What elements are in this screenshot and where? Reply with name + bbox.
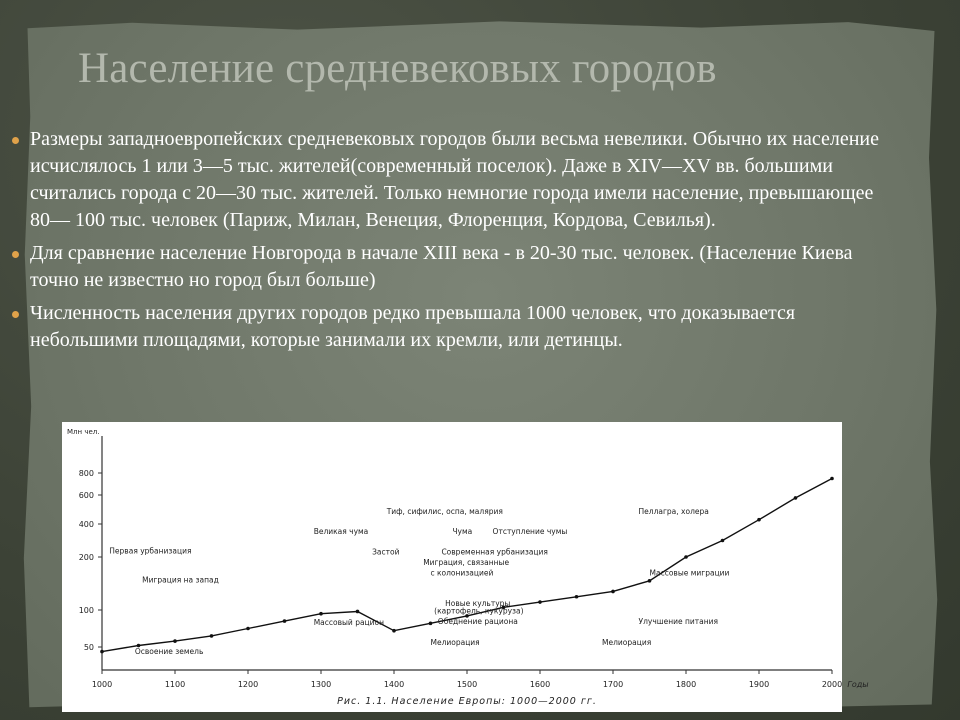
chart-annotation: Улучшение питания [638,617,719,627]
data-point [356,610,360,614]
data-point [173,639,177,643]
chart-annotation: Мелиорация [430,637,480,647]
chart-caption: Рис. 1.1. Население Европы: 1000—2000 гг. [337,696,597,707]
x-tick-label: 1600 [529,680,551,689]
x-tick-label: 1000 [91,680,113,689]
x-tick-label: 1800 [675,680,697,689]
bullet-item-3 [12,300,892,354]
chart-annotation: Застой [372,547,400,557]
chart-annotation: Обеднение рациона [437,617,518,627]
chart-annotation: (картофель, кукуруза) [434,606,524,616]
y-tick-label: 100 [78,606,94,615]
chart-annotation: Великая чума [313,526,369,536]
chart-annotation: Отступление чумы [492,526,568,536]
population-chart [62,422,869,712]
population-chart-svg [62,422,869,712]
data-point [319,612,323,616]
chart-annotation: Массовый рацион [313,617,385,627]
data-point [283,619,287,623]
x-tick-label: 1300 [310,680,332,689]
x-tick-label: 1200 [237,680,259,689]
bullet-text-1: Размеры западноевропейских средневековых городов были весьма невелики. Обычно их население исчислялось 1 или 3—5 тыс. жителей(современный поселок). Даже в XIV—XV вв. большими считались города с 20—30 тыс. жителей. Только немногие города имели население, превышающее 80— 100 тыс. человек (Париж, Милан, Венеция, Флоренция, Кордова, Севилья). [30,128,880,231]
bullet-item-1 [12,126,892,234]
bullet-dot-icon [12,311,19,318]
bullet-text-2: Для сравнение население Новгорода в начале XIII века - в 20-30 тыс. человек. (Население Киева точно не известно но город был больше) [30,242,853,291]
data-point [246,627,250,631]
y-axis-label: Млн чел. [67,428,100,436]
y-tick-label: 200 [78,553,94,562]
chart-annotation: Массовые миграции [649,568,730,578]
bullet-item-2 [12,240,892,294]
chart-annotation: Тиф, сифилис, оспа, малярия [386,506,503,516]
slide-title: Население средневековых городов [78,45,717,92]
data-point [684,555,688,559]
y-tick-label: 50 [83,643,94,652]
x-tick-label: 2000 [821,680,843,689]
x-axis-label: Годы [847,680,869,689]
x-tick-label: 1700 [602,680,624,689]
data-point [575,595,579,599]
bullet-dot-icon [12,137,19,144]
chart-annotation: Миграция на запад [142,575,219,585]
bullet-dot-icon [12,251,19,258]
chart-annotation: Новые культуры [445,598,511,608]
data-point [757,518,761,522]
y-tick-label: 600 [78,491,94,500]
x-tick-label: 1100 [164,680,186,689]
y-tick-label: 800 [78,469,94,478]
chart-annotation: Первая урбанизация [109,546,192,556]
x-tick-label: 1400 [383,680,405,689]
data-point [611,590,615,594]
x-tick-label: 1900 [748,680,770,689]
data-point [100,650,104,654]
data-point [721,539,725,543]
chart-annotation: Современная урбанизация [441,547,548,557]
x-tick-label: 1500 [456,680,478,689]
chart-annotation: Миграция, связанные [423,557,510,567]
bullet-text-3: Численность населения других городов редко превышала 1000 человек, что доказывается небольшими площадями, которые занимали их кремли, или детинцы. [30,302,796,351]
data-point [794,496,798,500]
bullet-list [12,126,892,360]
data-point [648,579,652,583]
data-point [830,477,834,481]
data-point [210,634,214,638]
data-point [392,629,396,633]
chart-annotation: Мелиорация [602,637,652,647]
chart-annotation: с колонизацией [430,568,494,578]
data-point [538,600,542,604]
chart-annotation: Пеллагра, холера [638,506,709,516]
data-point [429,622,433,626]
chart-annotation: Освоение земель [134,646,204,656]
chart-annotation: Чума [452,526,473,536]
y-tick-label: 400 [78,520,94,529]
